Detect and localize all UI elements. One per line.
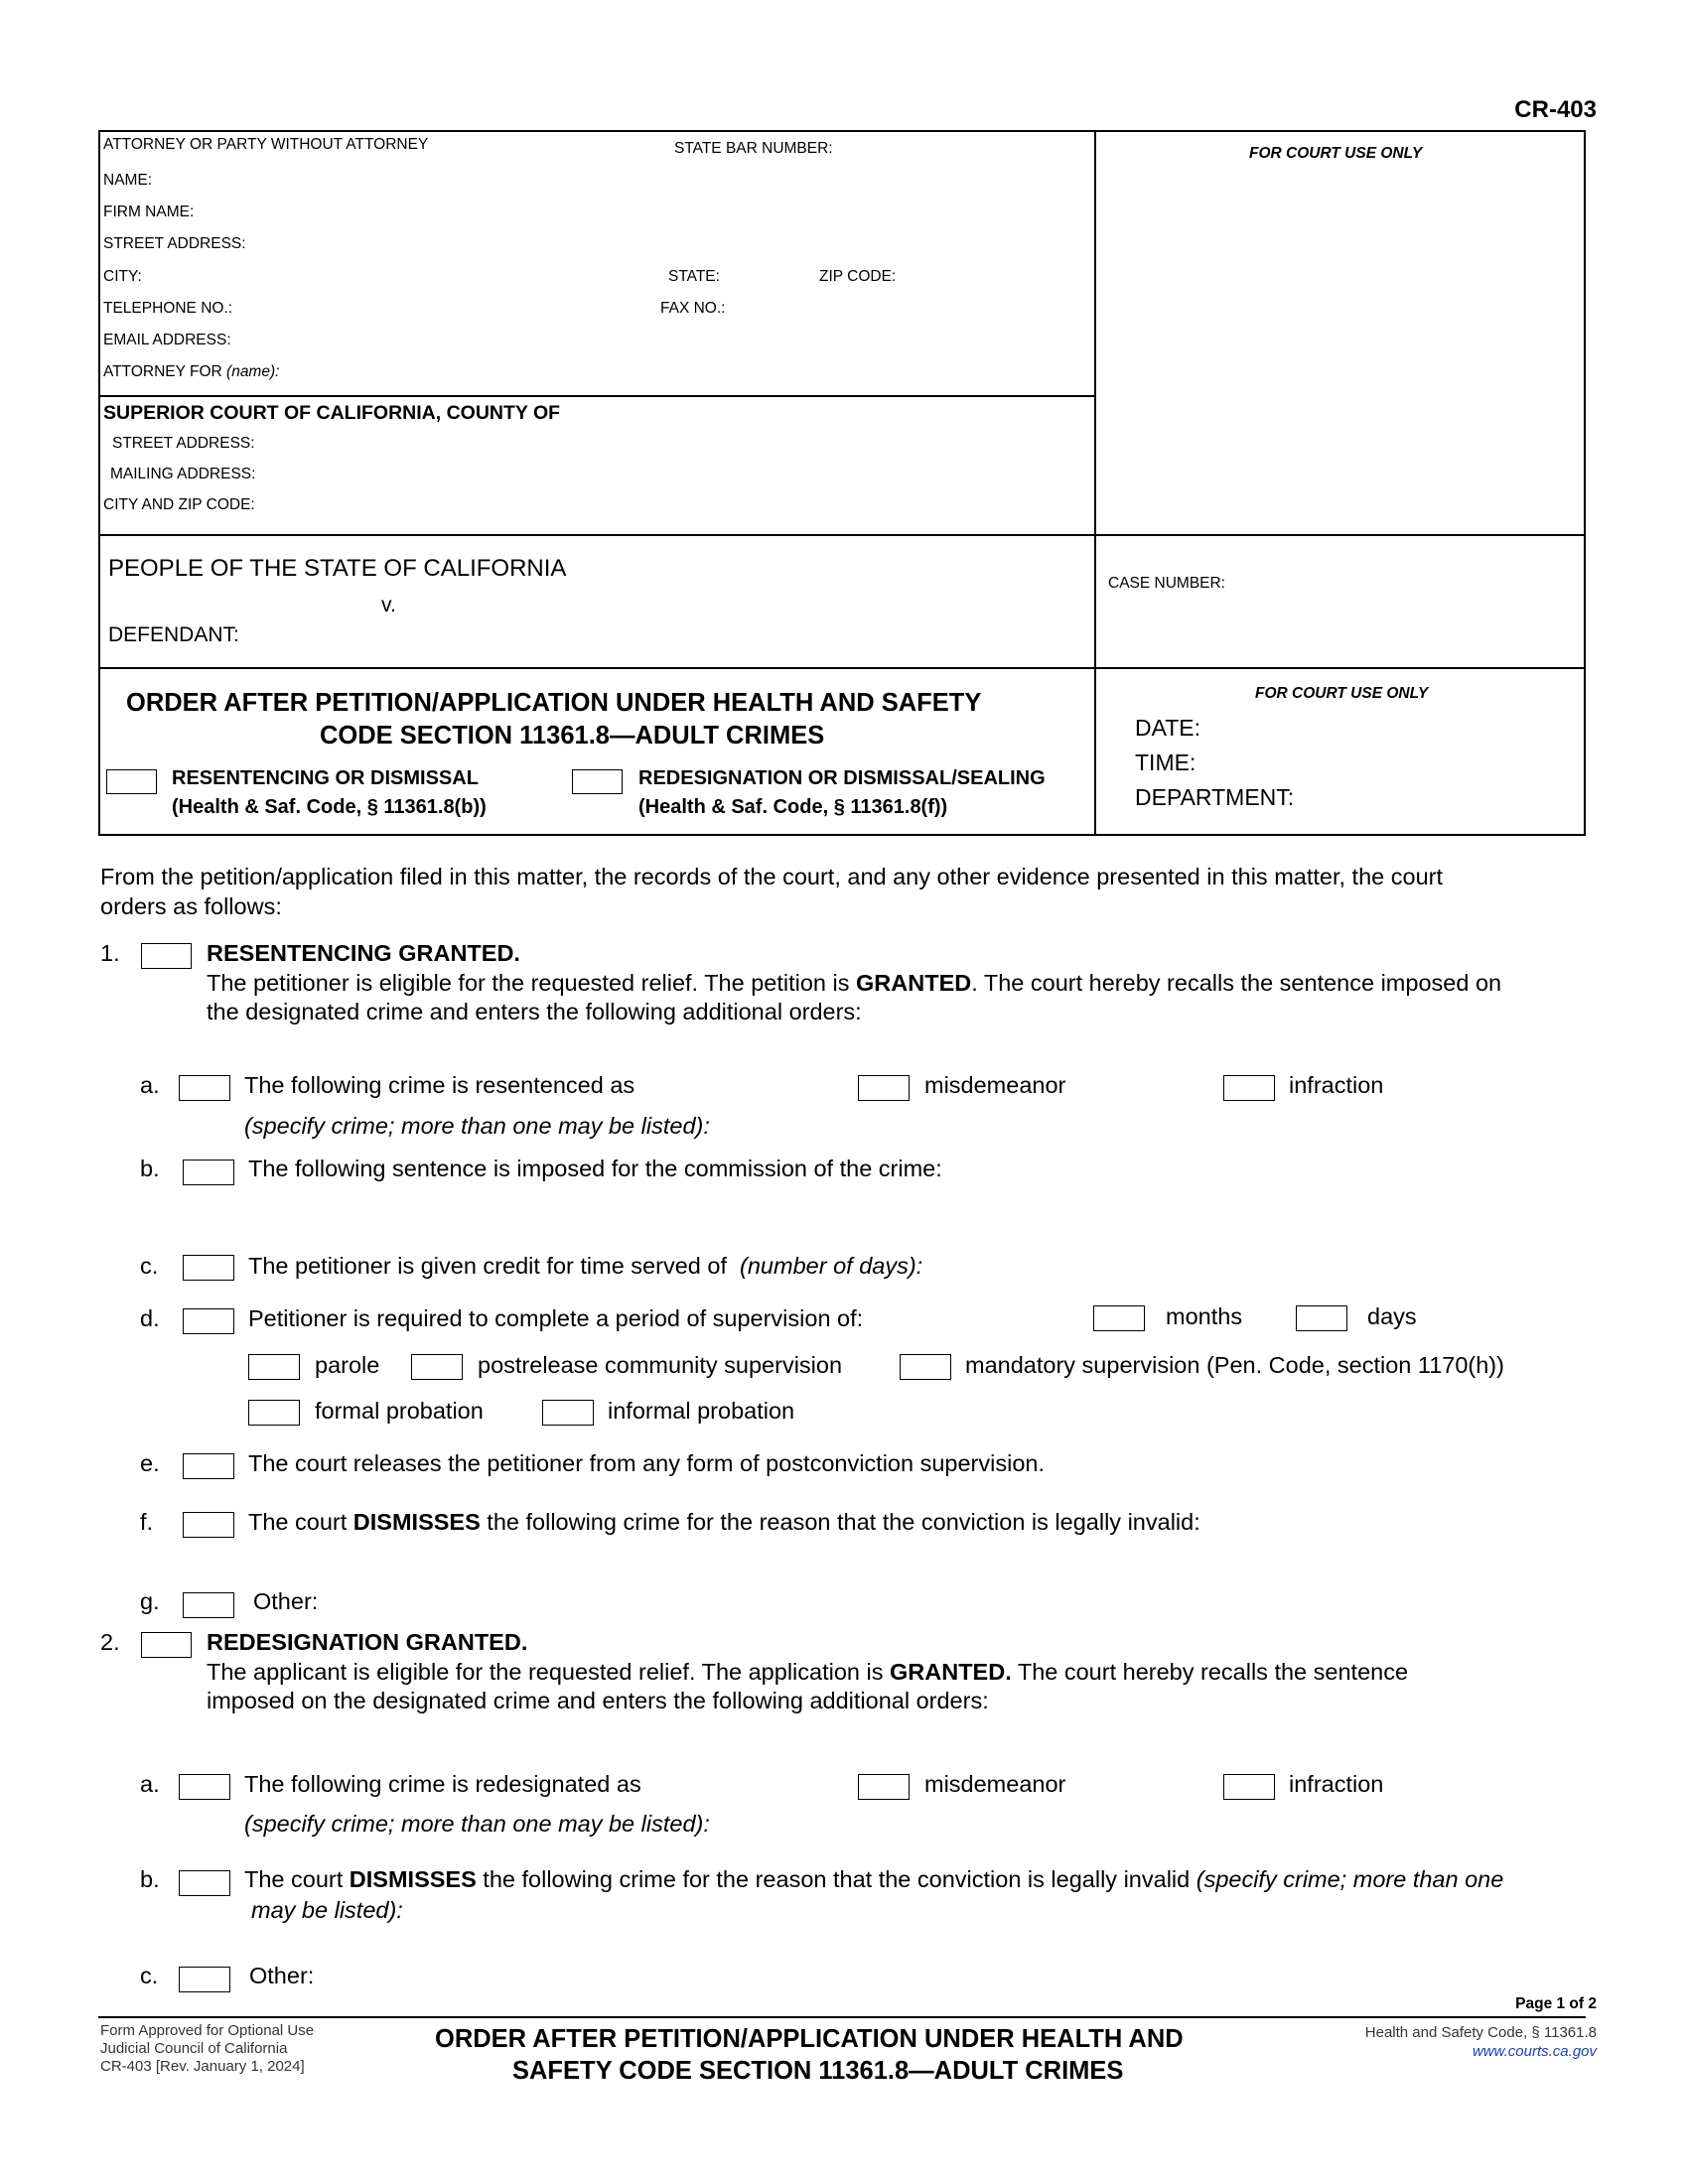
time-label: TIME: — [1135, 750, 1196, 775]
item-1f-text-a: The court — [248, 1509, 353, 1535]
item-1g-letter: g. — [140, 1588, 160, 1614]
section2-number: 2. — [100, 1629, 120, 1655]
court-parties-divider — [98, 534, 1586, 536]
attorney-court-divider — [98, 395, 1095, 397]
intro-line1: From the petition/application filed in this matter, the records of the court, and any other evidence presented in this matter, the court — [100, 864, 1443, 889]
people-label: PEOPLE OF THE STATE OF CALIFORNIA — [108, 555, 567, 582]
item-1b-checkbox[interactable] — [183, 1160, 234, 1185]
footer-rule — [98, 2016, 1586, 2018]
section2-text-line2: imposed on the designated crime and enters the following additional orders: — [207, 1688, 989, 1713]
zip-label: ZIP CODE: — [819, 268, 897, 285]
section1-text-a: The petitioner is eligible for the requested relief. The petition is — [207, 970, 857, 996]
footer-approved: Form Approved for Optional Use — [100, 2022, 315, 2039]
versus-label: v. — [381, 594, 396, 616]
item-1c-letter: c. — [140, 1253, 159, 1279]
fax-label: FAX NO.: — [660, 300, 726, 317]
item-1a-checkbox[interactable] — [179, 1075, 230, 1101]
case-number-label: CASE NUMBER: — [1108, 575, 1225, 592]
state-label: STATE: — [668, 268, 720, 285]
item-1c-text — [248, 1253, 922, 1280]
item-1a-infraction: infraction — [1289, 1072, 1384, 1098]
formal-probation-checkbox[interactable] — [248, 1400, 300, 1426]
item-2c-text: Other: — [249, 1963, 315, 1988]
resentencing-granted-checkbox[interactable] — [141, 943, 192, 969]
item-2a-text: The following crime is redesignated as — [244, 1771, 641, 1797]
footer-website[interactable]: www.courts.ca.gov — [1472, 2043, 1597, 2060]
item-2a-misdemeanor-checkbox[interactable] — [858, 1774, 910, 1800]
form-id: CR-403 — [1514, 96, 1597, 123]
item-2a-checkbox[interactable] — [179, 1774, 230, 1800]
item-1c-hint: (number of days): — [740, 1253, 923, 1279]
item-2c-letter: c. — [140, 1963, 159, 1988]
telephone-label: TELEPHONE NO.: — [103, 300, 233, 317]
city-label: CITY: — [103, 268, 142, 285]
redesignation-granted-checkbox[interactable] — [141, 1632, 192, 1658]
form-title-line2: CODE SECTION 11361.8—ADULT CRIMES — [320, 722, 825, 750]
item-1e-checkbox[interactable] — [183, 1453, 234, 1479]
item-2a-letter: a. — [140, 1771, 160, 1797]
item-1a-text: The following crime is resentenced as — [244, 1072, 635, 1098]
informal-probation-label: informal probation — [608, 1398, 795, 1424]
attorney-for-text: ATTORNEY FOR — [103, 363, 222, 380]
court-cityzip-label: CITY AND ZIP CODE: — [103, 496, 255, 513]
item-2a-infraction: infraction — [1289, 1771, 1384, 1797]
date-label: DATE: — [1135, 715, 1201, 741]
name-label: NAME: — [103, 172, 153, 189]
item-1f-text-bold: DISMISSES — [352, 1509, 481, 1535]
mandatory-supervision-checkbox[interactable] — [900, 1354, 951, 1380]
mandatory-supervision-label: mandatory supervision (Pen. Code, section 1170(h)) — [965, 1352, 1504, 1378]
court-mailing-label: MAILING ADDRESS: — [110, 466, 256, 482]
item-2b-checkbox[interactable] — [179, 1870, 230, 1896]
item-1f-letter: f. — [140, 1509, 154, 1535]
attorney-for-label — [103, 363, 279, 381]
resentencing-checkbox[interactable] — [106, 769, 157, 794]
option1-cite: (Health & Saf. Code, § 11361.8(b)) — [172, 796, 487, 818]
section1-heading: RESENTENCING GRANTED. — [207, 940, 520, 966]
court-title: SUPERIOR COURT OF CALIFORNIA, COUNTY OF — [103, 402, 561, 424]
intro-line2: orders as follows: — [100, 893, 282, 919]
section2-heading: REDESIGNATION GRANTED. — [207, 1629, 528, 1655]
email-label: EMAIL ADDRESS: — [103, 332, 231, 348]
section2-text-bold: GRANTED. — [890, 1659, 1012, 1685]
informal-probation-checkbox[interactable] — [542, 1400, 594, 1426]
item-2b-text — [244, 1866, 1503, 1893]
option1-label: RESENTENCING OR DISMISSAL — [172, 767, 479, 789]
item-1b-text: The following sentence is imposed for the commission of the crime: — [248, 1156, 942, 1181]
item-2c-checkbox[interactable] — [179, 1967, 230, 1992]
item-1f-text-b: the following crime for the reason that the conviction is legally invalid: — [480, 1509, 1200, 1535]
court-use-only-label: FOR COURT USE ONLY — [1249, 145, 1423, 162]
firm-label: FIRM NAME: — [103, 204, 195, 220]
section1-text-b: . The court hereby recalls the sentence imposed on — [971, 970, 1502, 996]
item-1d-months: months — [1166, 1303, 1243, 1329]
item-1d-letter: d. — [140, 1305, 160, 1331]
section1-number: 1. — [100, 940, 120, 966]
footer-rev: CR-403 [Rev. January 1, 2024] — [100, 2058, 305, 2075]
section2-text-a: The applicant is eligible for the requested relief. The application is — [207, 1659, 890, 1685]
section1-text-line2: the designated crime and enters the following additional orders: — [207, 999, 862, 1024]
defendant-label: DEFENDANT: — [108, 623, 239, 646]
option2-cite: (Health & Saf. Code, § 11361.8(f)) — [638, 796, 948, 818]
item-1d-months-checkbox[interactable] — [1093, 1305, 1145, 1331]
footer-code: Health and Safety Code, § 11361.8 — [1364, 2024, 1597, 2041]
footer-title-line1: ORDER AFTER PETITION/APPLICATION UNDER HEALTH AND — [435, 2025, 1184, 2053]
item-1b-letter: b. — [140, 1156, 160, 1181]
item-1d-days-checkbox[interactable] — [1296, 1305, 1347, 1331]
item-1a-misdemeanor-checkbox[interactable] — [858, 1075, 910, 1101]
item-1c-checkbox[interactable] — [183, 1255, 234, 1281]
section2-text — [207, 1659, 1408, 1686]
item-1a-hint: (specify crime; more than one may be listed): — [244, 1113, 710, 1139]
item-2b-letter: b. — [140, 1866, 160, 1892]
item-1e-letter: e. — [140, 1450, 160, 1476]
section1-text — [207, 970, 1501, 997]
item-1a-letter: a. — [140, 1072, 160, 1098]
parole-label: parole — [315, 1352, 380, 1378]
option2-label: REDESIGNATION OR DISMISSAL/SEALING — [638, 767, 1046, 789]
parole-checkbox[interactable] — [248, 1354, 300, 1380]
department-label: DEPARTMENT: — [1135, 784, 1295, 810]
street-label: STREET ADDRESS: — [103, 235, 246, 252]
court-use-only-label-2: FOR COURT USE ONLY — [1255, 685, 1429, 702]
court-street-label: STREET ADDRESS: — [112, 435, 255, 452]
item-1a-misdemeanor: misdemeanor — [924, 1072, 1066, 1098]
item-2a-hint: (specify crime; more than one may be listed): — [244, 1811, 710, 1837]
item-1e-text: The court releases the petitioner from any form of postconviction supervision. — [248, 1450, 1045, 1476]
section1-text-bold: GRANTED — [856, 970, 972, 996]
item-2b-text-a: The court — [244, 1866, 350, 1892]
item-1g-checkbox[interactable] — [183, 1592, 234, 1618]
item-1d-days: days — [1367, 1303, 1417, 1329]
item-1g-text: Other: — [253, 1588, 319, 1614]
item-1f-text — [248, 1509, 1200, 1536]
attorney-label: ATTORNEY OR PARTY WITHOUT ATTORNEY — [103, 136, 429, 153]
parties-title-divider — [98, 667, 1586, 669]
page-number: Page 1 of 2 — [1515, 1995, 1597, 2012]
formal-probation-label: formal probation — [315, 1398, 484, 1424]
item-2b-text-b: the following crime for the reason that the conviction is legally invalid — [476, 1866, 1196, 1892]
caption-divider — [1094, 130, 1096, 836]
item-1c-text-main: The petitioner is given credit for time served of — [248, 1253, 727, 1279]
item-2b-hint: (specify crime; more than one — [1196, 1866, 1504, 1892]
item-2b-text-bold: DISMISSES — [349, 1866, 477, 1892]
item-2b-hint-line2: may be listed): — [251, 1897, 403, 1923]
item-2a-infraction-checkbox[interactable] — [1223, 1774, 1275, 1800]
state-bar-label: STATE BAR NUMBER: — [674, 140, 833, 157]
form-title-line1: ORDER AFTER PETITION/APPLICATION UNDER HEALTH AND SAFETY — [126, 689, 982, 717]
item-1f-checkbox[interactable] — [183, 1512, 234, 1538]
footer-council: Judicial Council of California — [100, 2040, 288, 2057]
prcs-checkbox[interactable] — [411, 1354, 463, 1380]
prcs-label: postrelease community supervision — [478, 1352, 843, 1378]
section2-text-b: The court hereby recalls the sentence — [1011, 1659, 1409, 1685]
redesignation-checkbox[interactable] — [572, 769, 623, 794]
attorney-for-hint: (name): — [226, 363, 280, 380]
item-1d-text: Petitioner is required to complete a period of supervision of: — [248, 1305, 864, 1331]
item-2a-misdemeanor: misdemeanor — [924, 1771, 1066, 1797]
footer-title-line2: SAFETY CODE SECTION 11361.8—ADULT CRIMES — [512, 2057, 1124, 2085]
item-1a-infraction-checkbox[interactable] — [1223, 1075, 1275, 1101]
item-1d-checkbox[interactable] — [183, 1308, 234, 1334]
